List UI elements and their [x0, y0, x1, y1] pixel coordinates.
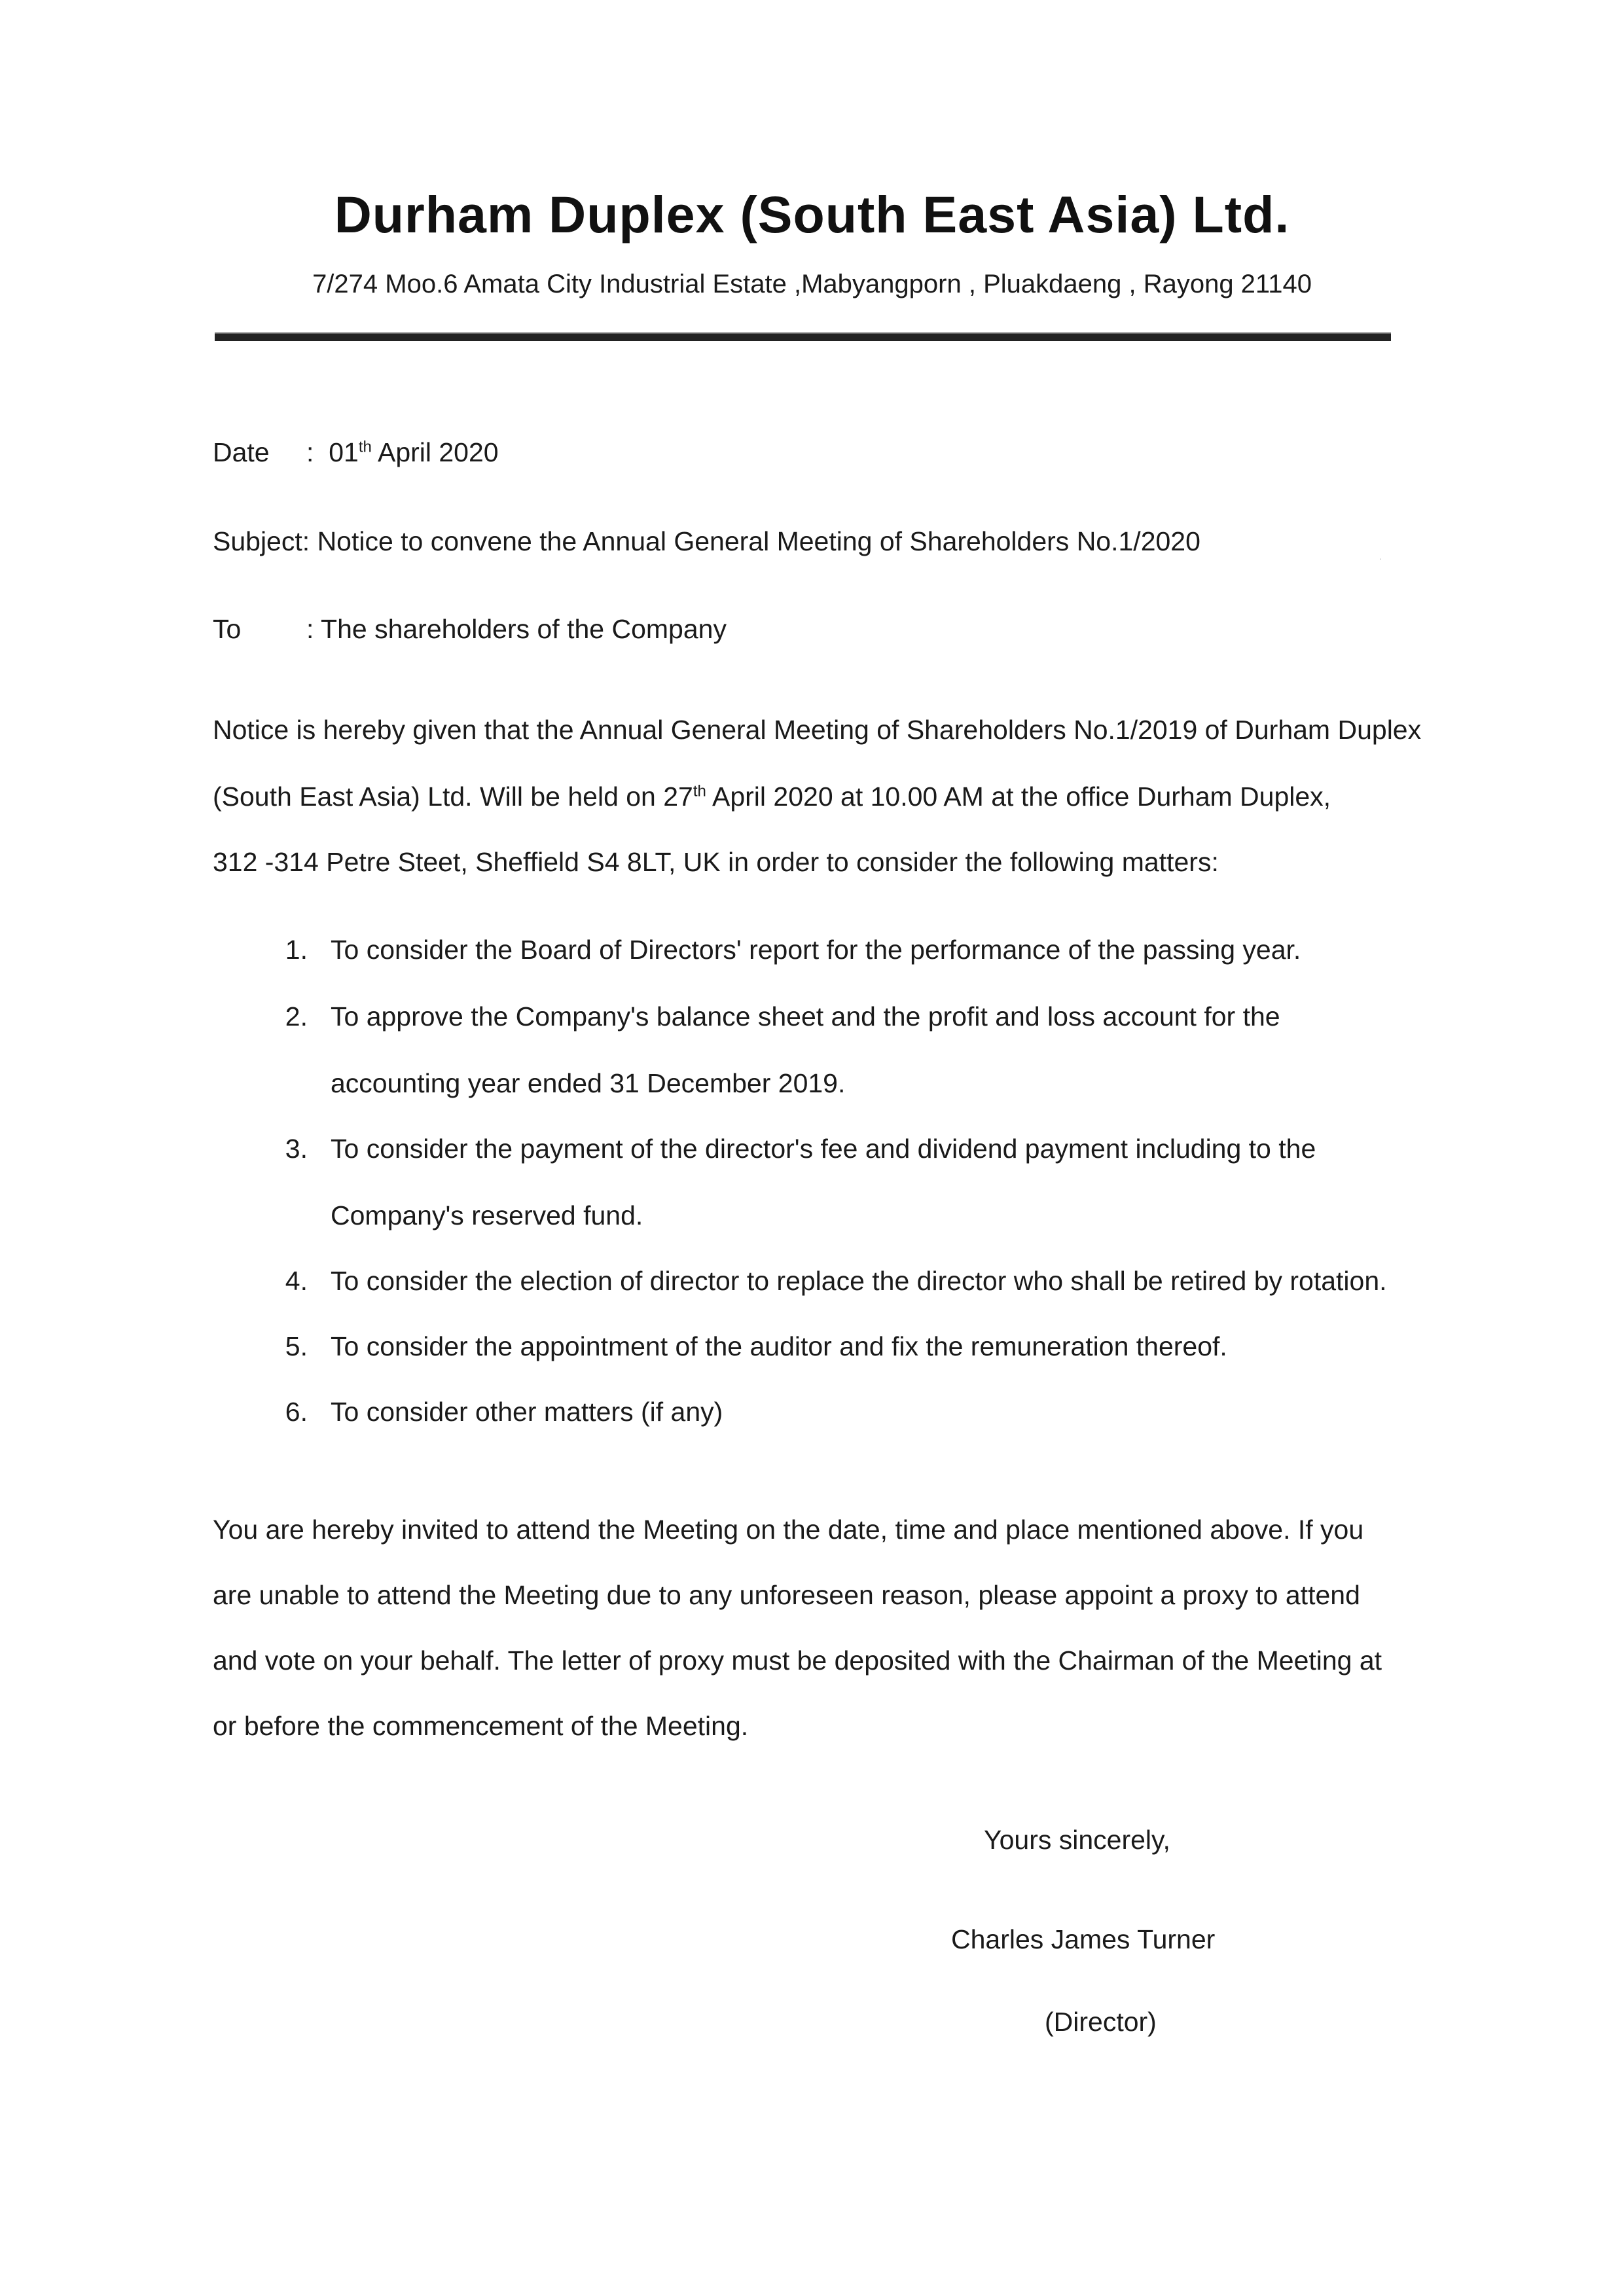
invitation-line-3: and vote on your behalf. The letter of proxy must be deposited with the Chairman of the Meeting at — [213, 1645, 1382, 1676]
signatory-name: Charles James Turner — [951, 1924, 1216, 1954]
agenda-item-number: 2. — [285, 1001, 308, 1031]
intro-line-1: Notice is hereby given that the Annual General Meeting of Shareholders No.1/2019 of Durham Duplex — [213, 715, 1422, 745]
header-divider — [215, 332, 1391, 341]
invitation-line-4: or before the commencement of the Meeting. — [213, 1711, 749, 1741]
date-day-suffix: th — [358, 438, 372, 456]
subject-text: Notice to convene the Annual General Meeting of Shareholders No.1/2020 — [317, 526, 1200, 556]
agenda-item-number: 1. — [285, 935, 308, 965]
date-day: 01 — [329, 437, 359, 467]
agenda-item-text: To consider the payment of the director's fee and dividend payment including to the — [331, 1134, 1316, 1164]
intro-line-2-end: April 2020 at 10.00 AM at the office Durham Duplex, — [706, 781, 1331, 812]
company-address: 7/274 Moo.6 Amata City Industrial Estate ,Mabyangporn , Pluakdaeng , Rayong 21140 — [312, 270, 1312, 298]
invitation-line-1: You are hereby invited to attend the Meeting on the date, time and place mentioned above. If you — [213, 1515, 1364, 1545]
agenda-item-number: 6. — [285, 1397, 308, 1427]
agenda-item-text: To consider the election of director to replace the director who shall be retired by rotation. — [331, 1266, 1387, 1296]
agenda-item-number: 4. — [285, 1266, 308, 1296]
date-rest: April 2020 — [377, 437, 499, 467]
subject-row — [213, 526, 1200, 557]
agenda-item-number: 5. — [285, 1331, 308, 1361]
signatory-title: (Director) — [1045, 2007, 1157, 2037]
agenda-item-text: To consider the appointment of the auditor and fix the remuneration thereof. — [331, 1331, 1227, 1361]
invitation-line-2: are unable to attend the Meeting due to any unforeseen reason, please appoint a proxy to attend — [213, 1580, 1360, 1610]
date-separator: : — [306, 437, 314, 467]
agenda-item-text: To consider the Board of Directors' report for the performance of the passing year. — [331, 935, 1301, 965]
agenda-item-text: To consider other matters (if any) — [331, 1397, 723, 1427]
agenda-item-number: 3. — [285, 1134, 308, 1164]
date-label: Date — [213, 437, 270, 467]
date-value — [306, 437, 499, 468]
intro-line-2 — [213, 781, 1331, 812]
to-label: To — [213, 614, 242, 644]
intro-line-3: 312 -314 Petre Steet, Sheffield S4 8LT, UK in order to consider the following matters: — [213, 847, 1219, 877]
intro-line-2-suffix: th — [693, 782, 706, 800]
company-name: Durham Duplex (South East Asia) Ltd. — [334, 185, 1290, 243]
scan-speck: · — [1379, 553, 1382, 564]
closing-salutation: Yours sincerely, — [984, 1825, 1170, 1855]
agenda-item-text: To approve the Company's balance sheet and the profit and loss account for the — [331, 1001, 1280, 1031]
to-text: : The shareholders of the Company — [306, 614, 727, 644]
agenda-item-text: accounting year ended 31 December 2019. — [331, 1068, 846, 1098]
intro-line-2-start: (South East Asia) Ltd. Will be held on 27 — [213, 781, 693, 812]
subject-label: Subject: — [213, 526, 310, 556]
agenda-item-text: Company's reserved fund. — [331, 1200, 643, 1230]
